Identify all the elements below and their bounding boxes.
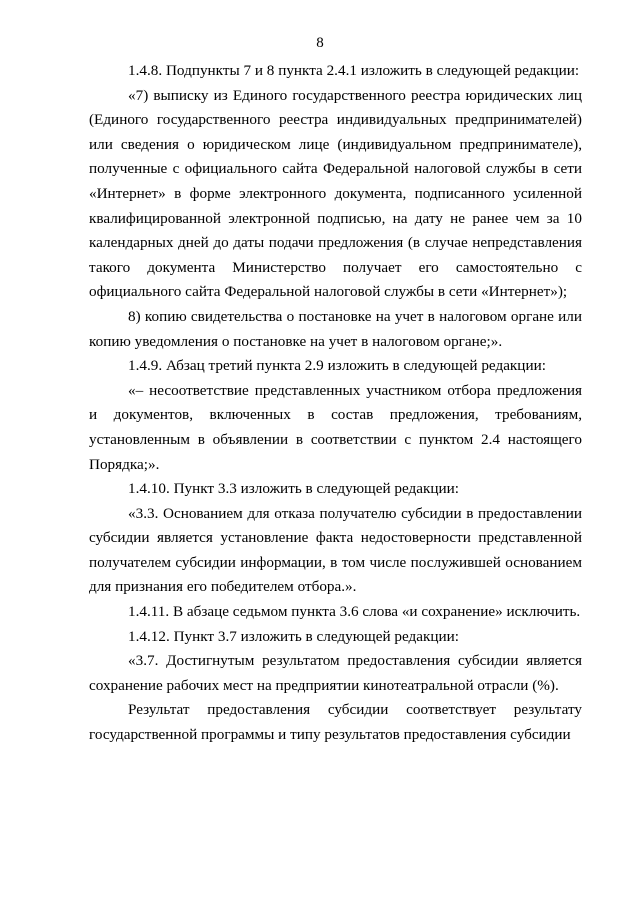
paragraph-1-4-11: 1.4.11. В абзаце седьмом пункта 3.6 слова «и сохранение» исключить. bbox=[128, 603, 581, 621]
paragraph-1-4-12: 1.4.12. Пункт 3.7 изложить в следующей редакции: bbox=[128, 627, 459, 645]
paragraph-3-7-quote: «3.7. Достигнутым результатом предоставления субсидии является сохранение рабочих мест на предприятии кинотеатральной отрасли (%). bbox=[89, 652, 582, 694]
paragraph-1-4-8: 1.4.8. Подпункты 7 и 8 пункта 2.4.1 изложить в следующей редакции: bbox=[128, 62, 580, 79]
paragraph-1-4-10: 1.4.10. Пункт 3.3 изложить в следующей редакции: bbox=[128, 480, 459, 498]
paragraph-3-3-quote: «3.3. Основанием для отказа получателю субсидии в предоставлении субсидии является установление факта недостоверности представленной получателем субсидии информации, в том числе послужившей основанием для признания его победителем отбора.». bbox=[89, 504, 582, 596]
paragraph-2-9-quote: «– несоответствие представленных участником отбора предложения и документов, включенных в состав предложения, требованиям, установленным в объявлении в соответствии с пунктом 2.4 настоящего Порядка;». bbox=[89, 381, 582, 473]
paragraph-subitem-7: «7) выписку из Единого государственного реестра юридических лиц (Единого государственного реестра индивидуальных предпринимателей) или сведения о юридическом лице (индивидуальном предпринимателе), полученные с официального сайта Федеральной налоговой службы в сети «Интернет» в форме электронного документа, подписанного усиленной квалифицированной электронной подписью, на дату не ранее чем за 10 календарных дней до даты подачи предложения (в случае непредставления такого документа Министерство получает его самостоятельно с официального сайта Федеральной налоговой службы в сети «Интернет»); bbox=[89, 86, 582, 301]
page-number: 8 bbox=[316, 35, 324, 51]
document-body bbox=[89, 59, 582, 748]
paragraph-1-4-9: 1.4.9. Абзац третий пункта 2.9 изложить в следующей редакции: bbox=[128, 357, 546, 375]
paragraph-subitem-8: 8) копию свидетельства о постановке на учет в налоговом органе или копию уведомления о постановке на учет в налоговом органе;». bbox=[89, 307, 582, 350]
paragraph-result: Результат предоставления субсидии соответствует результату государственной программы и типу результатов предоставления субсидии bbox=[89, 701, 582, 744]
